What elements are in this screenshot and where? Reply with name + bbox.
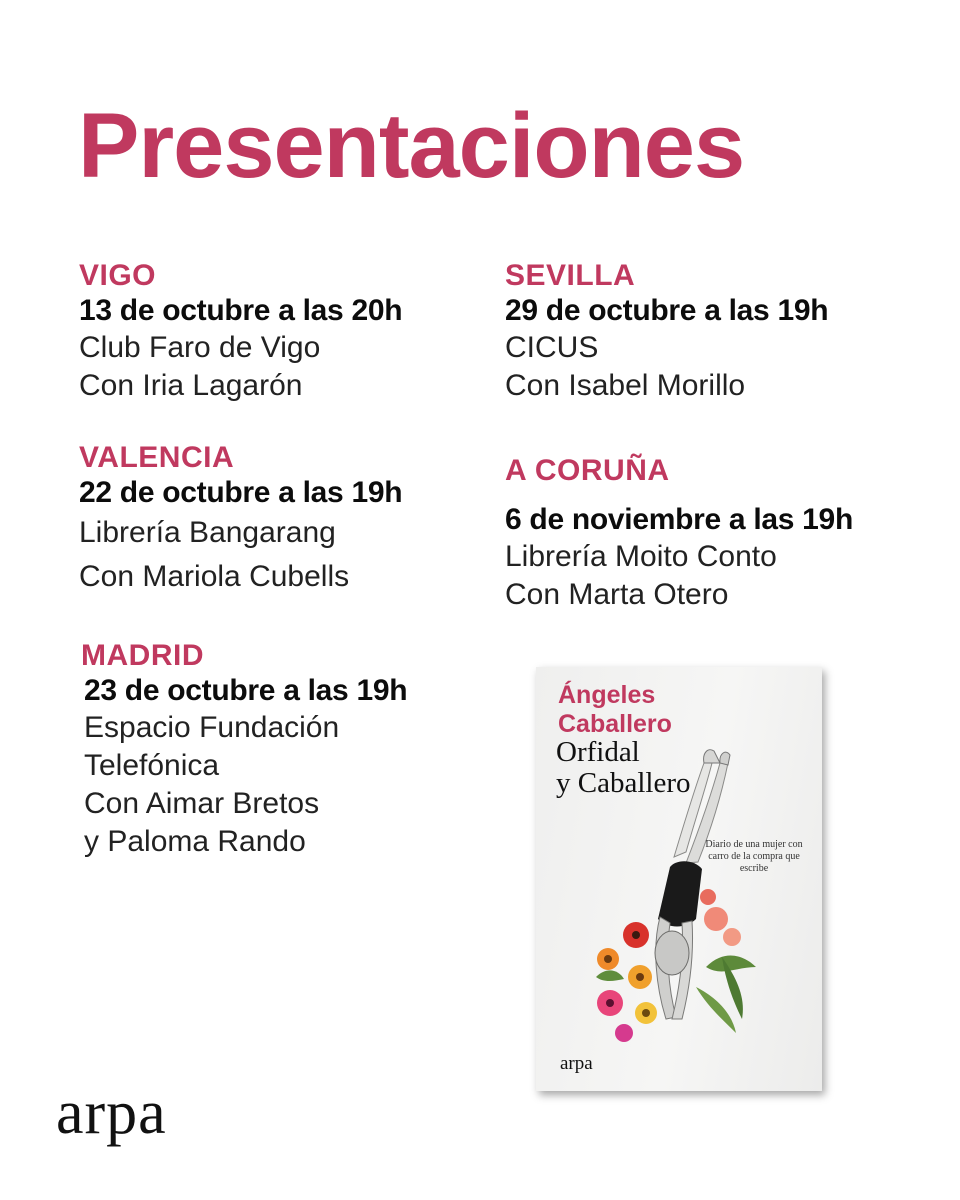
event-coruna: [505, 454, 853, 614]
event-venue: Librería Bangarang: [79, 516, 336, 549]
event-guest: Con Marta Otero: [505, 578, 729, 611]
event-date: 29 de octubre a las 19h: [505, 294, 829, 327]
book-publisher: arpa: [560, 1053, 593, 1074]
event-guest: Con Aimar Bretos: [84, 787, 320, 820]
event-sevilla: [505, 259, 828, 405]
event-guest: Con Iria Lagarón: [79, 369, 303, 402]
event-venue: Espacio Fundación: [84, 711, 340, 744]
event-guest: Con Isabel Morillo: [505, 369, 746, 402]
book-title: Orfidal y Caballero: [556, 736, 691, 799]
event-date: 6 de noviembre a las 19h: [505, 503, 853, 536]
event-city: VALENCIA: [79, 441, 235, 474]
event-date: 13 de octubre a las 20h: [79, 294, 403, 327]
event-city: SEVILLA: [505, 259, 636, 292]
event-vigo: [79, 259, 402, 405]
event-venue: Librería Moito Conto: [505, 540, 777, 573]
event-venue: Telefónica: [84, 749, 220, 782]
event-guest: Con Mariola Cubells: [79, 560, 350, 593]
event-valencia: [79, 441, 402, 599]
event-city: A CORUÑA: [505, 454, 670, 487]
book-author: Ángeles Caballero: [558, 681, 672, 738]
event-date: 22 de octubre a las 19h: [79, 476, 403, 509]
page-title: Presentaciones: [78, 95, 745, 197]
event-date: 23 de octubre a las 19h: [84, 674, 408, 707]
book-cover: [536, 667, 822, 1091]
book-subtitle: Diario de una mujer con carro de la compra que escribe: [705, 839, 803, 874]
event-venue: CICUS: [505, 331, 599, 364]
event-guest: y Paloma Rando: [84, 825, 306, 858]
event-city: VIGO: [79, 259, 157, 292]
event-madrid: [81, 639, 407, 861]
publisher-logo: arpa: [56, 1079, 167, 1147]
event-city: MADRID: [81, 639, 204, 672]
event-venue: Club Faro de Vigo: [79, 331, 321, 364]
